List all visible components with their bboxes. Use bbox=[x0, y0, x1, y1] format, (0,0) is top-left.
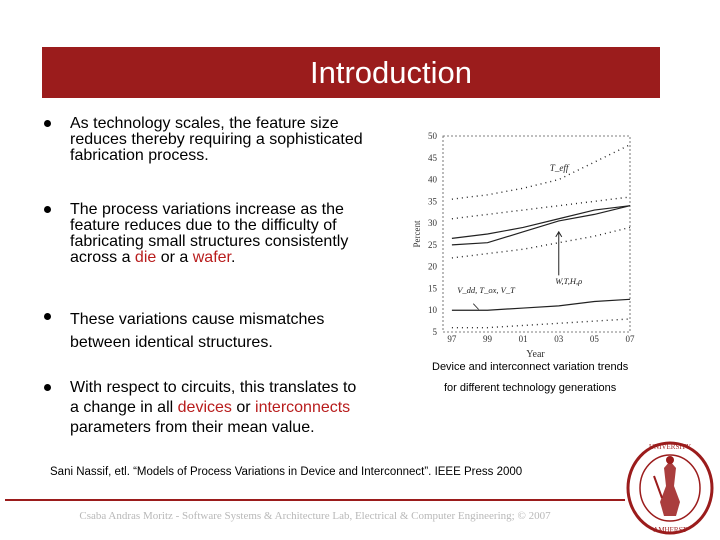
series-line bbox=[452, 319, 630, 328]
x-axis-label: Year bbox=[526, 349, 545, 360]
y-tick-label: 20 bbox=[428, 261, 437, 272]
bullet-text bbox=[70, 308, 324, 354]
university-seal-logo bbox=[624, 436, 716, 536]
title-bar bbox=[42, 47, 660, 98]
annotation-label: W,T,H,ρ bbox=[555, 276, 583, 287]
variation-trend-chart bbox=[405, 128, 675, 360]
y-tick-label: 5 bbox=[432, 327, 437, 337]
bullet-text-run: The process variations increase as the feature reduces due to the difficulty of fabricating small structures consistently across a bbox=[70, 201, 349, 266]
series-line bbox=[452, 299, 630, 310]
annotation-label: V_dd, T_ox, V_T bbox=[457, 284, 515, 295]
bullet-text-run: With respect to circuits, this translates to a change in all bbox=[70, 379, 357, 416]
footer-text: Csaba Andras Moritz - Software Systems & Architecture Lab, Electrical & Computer Engineering; © 2007 bbox=[79, 510, 551, 522]
y-tick-label: 40 bbox=[428, 174, 437, 185]
svg-text:AMHERST: AMHERST bbox=[653, 526, 687, 534]
annotation-pointer bbox=[473, 304, 478, 310]
x-tick-label: 97 bbox=[447, 334, 457, 344]
y-tick-label: 10 bbox=[428, 305, 437, 316]
x-tick-label: 05 bbox=[589, 334, 599, 344]
highlighted-term: die bbox=[134, 249, 157, 266]
bullet-text-run: or a bbox=[156, 249, 193, 266]
highlighted-term: wafer bbox=[192, 249, 231, 266]
y-tick-label: 35 bbox=[428, 196, 437, 207]
bullet-text bbox=[70, 116, 363, 164]
bullet-dot bbox=[44, 313, 51, 320]
series-line bbox=[452, 197, 630, 219]
y-tick-label: 50 bbox=[428, 131, 437, 141]
reference-citation: Sani Nassif, etl. “Models of Process Variations in Device and Interconnect”. IEEE Press 2000 bbox=[50, 466, 523, 478]
x-tick-label: 03 bbox=[554, 334, 564, 344]
chart-frame bbox=[443, 136, 630, 332]
highlighted-term: devices bbox=[177, 399, 232, 416]
bullet-text-run: or bbox=[231, 399, 256, 416]
svg-text:UNIVERSITY: UNIVERSITY bbox=[649, 443, 691, 451]
bullet-dot bbox=[44, 120, 51, 127]
bullet-text bbox=[70, 378, 356, 438]
annotation-label: T_eff bbox=[549, 162, 569, 173]
y-tick-label: 25 bbox=[428, 239, 437, 250]
x-tick-label: 07 bbox=[625, 334, 635, 344]
series-line bbox=[452, 206, 630, 245]
bullet-dot bbox=[44, 384, 51, 391]
bullet-dot bbox=[44, 206, 51, 213]
bullet-text-run: As technology scales, the feature size reduces thereby requiring a sophisticated fabrication process. bbox=[70, 115, 363, 164]
y-tick-label: 15 bbox=[428, 283, 437, 294]
bullet-text-run: . bbox=[231, 249, 236, 266]
y-tick-label: 30 bbox=[428, 218, 437, 229]
chart-caption-line2: for different technology generations bbox=[444, 382, 617, 394]
series-line bbox=[452, 206, 630, 239]
x-tick-label: 01 bbox=[518, 334, 528, 344]
highlighted-term: interconnects bbox=[255, 399, 351, 416]
bullet-text bbox=[70, 202, 348, 266]
bullet-text-run: parameters from their mean value. bbox=[70, 419, 315, 436]
y-tick-label: 45 bbox=[428, 152, 437, 163]
y-axis-label: Percent bbox=[412, 220, 422, 248]
bullet-text-run: These variations cause mismatches between identical structures. bbox=[70, 311, 325, 351]
footer-rule bbox=[5, 499, 625, 501]
series-line bbox=[452, 145, 630, 199]
slide-title: Introduction bbox=[310, 55, 472, 90]
x-tick-label: 99 bbox=[483, 334, 493, 344]
chart-caption-line1: Device and interconnect variation trends bbox=[432, 361, 629, 373]
